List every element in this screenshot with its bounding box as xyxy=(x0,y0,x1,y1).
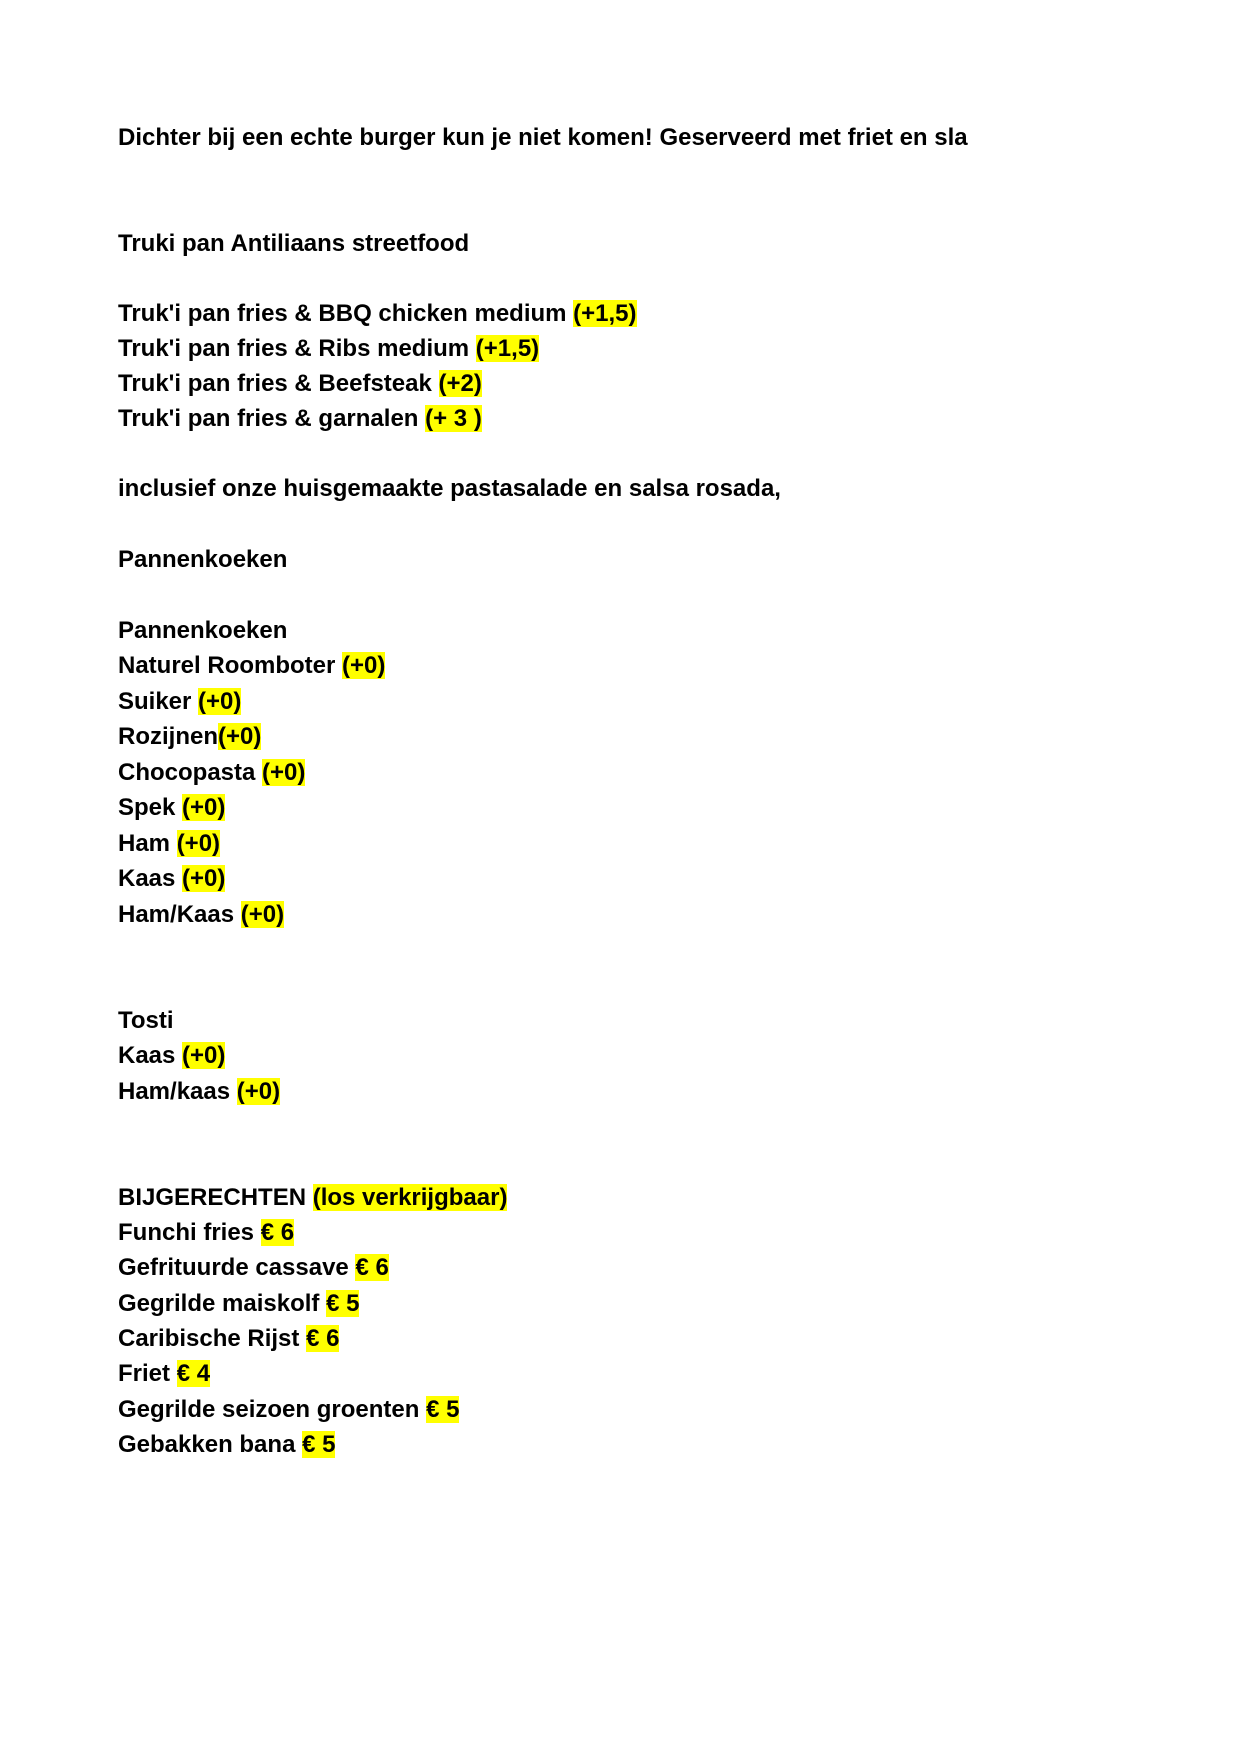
menu-item-price: (+0) xyxy=(182,1042,226,1069)
menu-item-price: € 4 xyxy=(176,1360,211,1387)
menu-item xyxy=(118,686,241,718)
menu-item-price: € 6 xyxy=(355,1254,389,1281)
pannenkoeken-heading-label: Pannenkoeken xyxy=(118,546,288,573)
menu-item xyxy=(118,863,225,895)
menu-item xyxy=(118,333,539,365)
menu-item-name: Gegrilde seizoen groenten xyxy=(118,1396,427,1423)
menu-item-price: € 5 xyxy=(426,1396,460,1423)
menu-item-price: (+0) xyxy=(176,830,221,857)
pannenkoeken-subheading-label: Pannenkoeken xyxy=(118,617,288,644)
menu-item-name: Gefrituurde cassave xyxy=(118,1254,356,1281)
menu-item-price: (+0) xyxy=(342,652,386,679)
menu-item-name: Rozijnen xyxy=(118,723,218,750)
intro-label: Dichter bij een echte burger kun je niet komen! Geserveerd met friet en sla xyxy=(118,124,968,151)
menu-item xyxy=(118,1323,339,1355)
menu-item-price: € 6 xyxy=(306,1325,340,1352)
menu-item-name: Truk'i pan fries & Beefsteak xyxy=(118,370,439,397)
tosti-heading xyxy=(118,1005,174,1037)
menu-item-name: Suiker xyxy=(118,688,199,715)
menu-item-price: (+0) xyxy=(262,759,306,786)
menu-item xyxy=(118,721,261,753)
menu-item-name: Spek xyxy=(118,794,183,821)
menu-item xyxy=(118,1076,280,1108)
pannenkoeken-heading xyxy=(118,544,287,576)
truki-note-label: inclusief onze huisgemaakte pastasalade en salsa rosada, xyxy=(118,475,781,502)
menu-item-name: Kaas xyxy=(118,865,183,892)
menu-item-name: Ham/kaas xyxy=(118,1078,237,1105)
menu-item-price: (+1,5) xyxy=(475,335,540,362)
menu-item-price: € 5 xyxy=(302,1431,336,1458)
menu-item-name: Kaas xyxy=(118,1042,183,1069)
menu-item xyxy=(118,1358,210,1390)
menu-item xyxy=(118,1394,459,1426)
menu-item-name: Truk'i pan fries & garnalen xyxy=(118,405,426,432)
menu-item-name: Truk'i pan fries & Ribs medium xyxy=(118,335,476,362)
menu-item-price: (+0) xyxy=(198,688,242,715)
menu-item xyxy=(118,368,482,400)
menu-item-name: Chocopasta xyxy=(118,759,263,786)
menu-item xyxy=(118,792,225,824)
bijgerechten-heading xyxy=(118,1182,507,1214)
menu-item xyxy=(118,1040,225,1072)
menu-item-name: Truk'i pan fries & BBQ chicken medium xyxy=(118,300,574,327)
bijgerechten-heading-note: (los verkrijgbaar) xyxy=(312,1184,508,1211)
truki-note xyxy=(118,473,781,505)
menu-item-price: (+0) xyxy=(182,865,226,892)
menu-item xyxy=(118,899,284,931)
menu-item-price: (+0) xyxy=(218,723,262,750)
menu-item xyxy=(118,1429,335,1461)
tosti-heading-label: Tosti xyxy=(118,1007,174,1034)
truki-heading xyxy=(118,228,469,260)
menu-item xyxy=(118,403,482,435)
menu-item-price: (+0) xyxy=(182,794,226,821)
truki-heading-label: Truki pan Antiliaans streetfood xyxy=(118,230,470,257)
bijgerechten-heading-label: BIJGERECHTEN xyxy=(118,1184,313,1211)
menu-item xyxy=(118,757,305,789)
menu-item-price: (+1,5) xyxy=(573,300,637,327)
menu-item-name: Gebakken bana xyxy=(118,1431,303,1458)
menu-item xyxy=(118,1217,294,1249)
menu-item xyxy=(118,298,637,330)
menu-item-price: (+0) xyxy=(240,901,285,928)
menu-item xyxy=(118,1288,359,1320)
menu-item xyxy=(118,828,220,860)
menu-item-price: € 6 xyxy=(260,1219,295,1246)
menu-item-price: (+ 3 ) xyxy=(425,405,482,432)
menu-item-name: Naturel Roomboter xyxy=(118,652,343,679)
menu-item-name: Ham/Kaas xyxy=(118,901,241,928)
menu-item-price: € 5 xyxy=(326,1290,360,1317)
menu-item-price: (+0) xyxy=(236,1078,281,1105)
menu-item-price: (+2) xyxy=(438,370,482,397)
intro-text xyxy=(118,122,968,154)
menu-item-name: Ham xyxy=(118,830,177,857)
menu-item-name: Caribische Rijst xyxy=(118,1325,307,1352)
menu-item-name: Gegrilde maiskolf xyxy=(118,1290,327,1317)
menu-item-name: Friet xyxy=(118,1360,177,1387)
pannenkoeken-subheading xyxy=(118,615,287,647)
menu-item xyxy=(118,650,385,682)
menu-item xyxy=(118,1252,389,1284)
menu-item-name: Funchi fries xyxy=(118,1219,261,1246)
